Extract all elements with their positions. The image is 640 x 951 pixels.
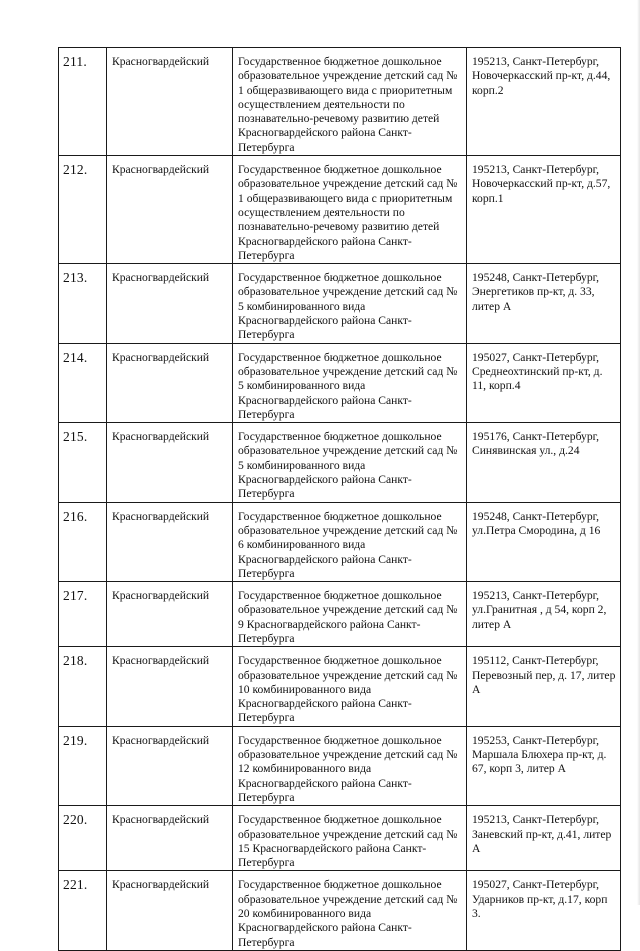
- address-cell: 195027, Санкт-Петербург, Ударников пр-кт, д.17, корп 3.: [467, 871, 621, 950]
- district-cell: Красногвардейский: [107, 647, 233, 726]
- row-number: 213.: [59, 264, 107, 343]
- row-number: 221.: [59, 871, 107, 950]
- institution-cell: Государственное бюджетное дошкольное образовательное учреждение детский сад № 10 комбинированного вида Красногвардейского района Санкт-Петербурга: [233, 647, 467, 726]
- table-body: [59, 48, 621, 951]
- institution-cell: Государственное бюджетное дошкольное образовательное учреждение детский сад № 1 общеразвивающего вида с приоритетным осуществлением деятельности по познавательно-речевому развитию детей Красногвардейского района Санкт-Петербурга: [233, 156, 467, 264]
- table-row: [59, 647, 621, 726]
- district-cell: Красногвардейский: [107, 582, 233, 647]
- district-cell: Красногвардейский: [107, 264, 233, 343]
- row-number: 211.: [59, 48, 107, 156]
- row-number: 220.: [59, 806, 107, 871]
- table-row: [59, 264, 621, 343]
- district-cell: Красногвардейский: [107, 343, 233, 422]
- district-cell: Красногвардейский: [107, 871, 233, 950]
- row-number: 218.: [59, 647, 107, 726]
- institution-cell: Государственное бюджетное дошкольное образовательное учреждение детский сад № 9 Красногвардейского района Санкт-Петербурга: [233, 582, 467, 647]
- institution-cell: Государственное бюджетное дошкольное образовательное учреждение детский сад № 20 комбинированного вида Красногвардейского района Санкт-Петербурга: [233, 871, 467, 950]
- district-cell: Красногвардейский: [107, 48, 233, 156]
- row-number: 214.: [59, 343, 107, 422]
- institution-cell: Государственное бюджетное дошкольное образовательное учреждение детский сад № 12 комбинированного вида Красногвардейского района Санкт-Петербурга: [233, 726, 467, 805]
- address-cell: 195248, Санкт-Петербург, ул.Петра Смородина, д 16: [467, 502, 621, 581]
- institution-cell: Государственное бюджетное дошкольное образовательное учреждение детский сад № 1 общеразвивающего вида с приоритетным осуществлением деятельности по познавательно-речевому развитию детей Красногвардейского района Санкт-Петербурга: [233, 48, 467, 156]
- address-cell: 195253, Санкт-Петербург, Маршала Блюхера пр-кт, д. 67, корп 3, литер А: [467, 726, 621, 805]
- row-number: 216.: [59, 502, 107, 581]
- table-row: [59, 582, 621, 647]
- address-cell: 195213, Санкт-Петербург, Новочеркасский пр-кт, д.44, корп.2: [467, 48, 621, 156]
- table-row: [59, 343, 621, 422]
- row-number: 219.: [59, 726, 107, 805]
- address-cell: 195248, Санкт-Петербург, Энергетиков пр-кт, д. 33, литер А: [467, 264, 621, 343]
- district-cell: Красногвардейский: [107, 423, 233, 502]
- row-number: 212.: [59, 156, 107, 264]
- district-cell: Красногвардейский: [107, 156, 233, 264]
- row-number: 215.: [59, 423, 107, 502]
- table-row: [59, 726, 621, 805]
- table-row: [59, 806, 621, 871]
- table-row: [59, 502, 621, 581]
- address-cell: 195112, Санкт-Петербург, Перевозный пер, д. 17, литер А: [467, 647, 621, 726]
- address-cell: 195027, Санкт-Петербург, Среднеохтинский пр-кт, д. 11, корп.4: [467, 343, 621, 422]
- kindergarten-registry-table: [58, 47, 621, 951]
- district-cell: Красногвардейский: [107, 502, 233, 581]
- table-row: [59, 423, 621, 502]
- address-cell: 195213, Санкт-Петербург, Заневский пр-кт, д.41, литер А: [467, 806, 621, 871]
- institution-cell: Государственное бюджетное дошкольное образовательное учреждение детский сад № 5 комбинированного вида Красногвардейского района Санкт-Петербурга: [233, 423, 467, 502]
- table-row: [59, 871, 621, 950]
- table-row: [59, 48, 621, 156]
- institution-cell: Государственное бюджетное дошкольное образовательное учреждение детский сад № 5 комбинированного вида Красногвардейского района Санкт-Петербурга: [233, 264, 467, 343]
- address-cell: 195213, Санкт-Петербург, Новочеркасский пр-кт, д.57, корп.1: [467, 156, 621, 264]
- address-cell: 195213, Санкт-Петербург, ул.Гранитная , д 54, корп 2, литер А: [467, 582, 621, 647]
- institution-cell: Государственное бюджетное дошкольное образовательное учреждение детский сад № 6 комбинированного вида Красногвардейского района Санкт-Петербурга: [233, 502, 467, 581]
- institution-cell: Государственное бюджетное дошкольное образовательное учреждение детский сад № 15 Красногвардейского района Санкт-Петербурга: [233, 806, 467, 871]
- address-cell: 195176, Санкт-Петербург, Синявинская ул., д.24: [467, 423, 621, 502]
- district-cell: Красногвардейский: [107, 806, 233, 871]
- row-number: 217.: [59, 582, 107, 647]
- institution-cell: Государственное бюджетное дошкольное образовательное учреждение детский сад № 5 комбинированного вида Красногвардейского района Санкт-Петербурга: [233, 343, 467, 422]
- table-row: [59, 156, 621, 264]
- district-cell: Красногвардейский: [107, 726, 233, 805]
